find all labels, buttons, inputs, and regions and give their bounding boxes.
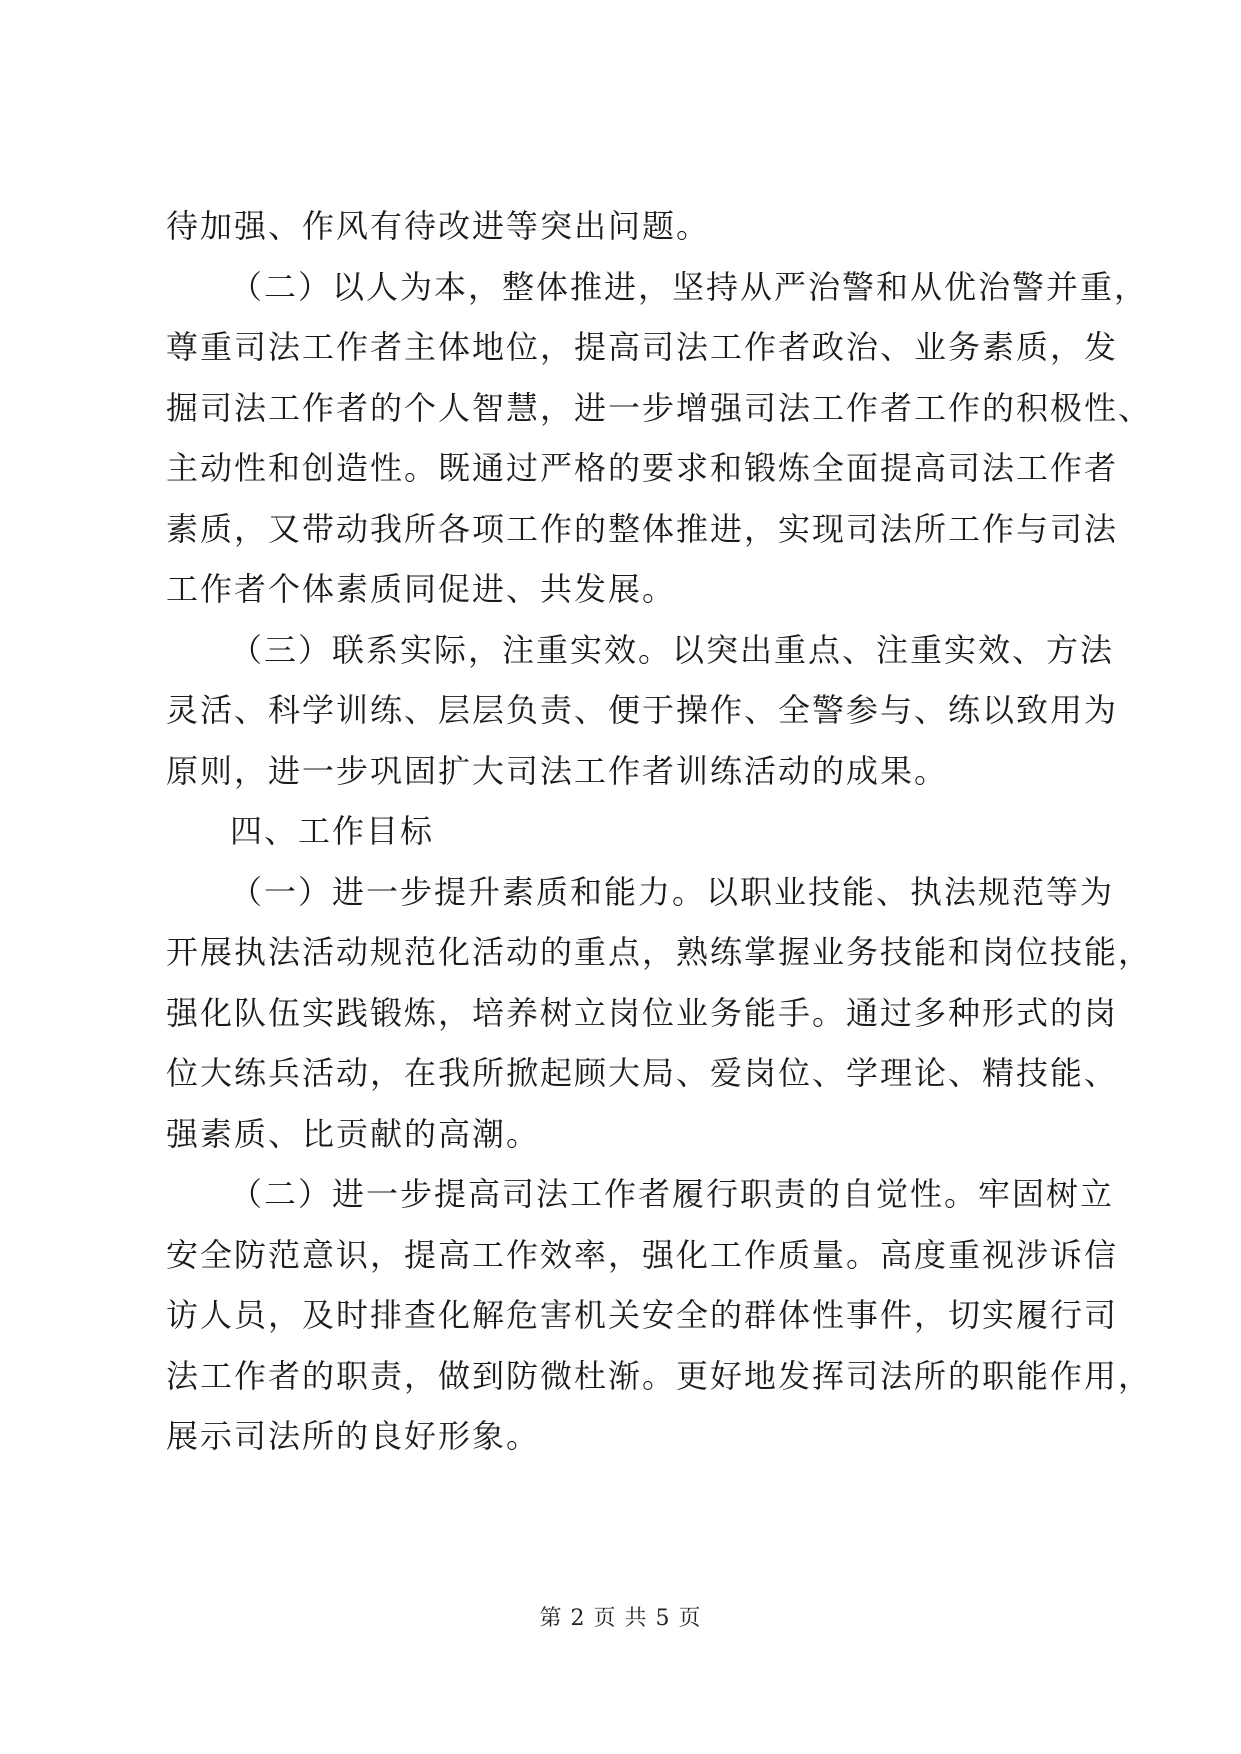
text-line: 掘司法工作者的个人智慧，进一步增强司法工作者工作的积极性、 — [166, 388, 1153, 427]
text-line: 访人员，及时排查化解危害机关安全的群体性事件，切实履行司 — [166, 1296, 1119, 1334]
text-line: 尊重司法工作者主体地位，提高司法工作者政治、业务素质，发 — [166, 328, 1119, 366]
paragraph-first-line: （二）以人为本，整体推进，坚持从严治警和从优治警并重， — [230, 267, 1149, 306]
text-line: 强化队伍实践锻炼，培养树立岗位业务能手。通过多种形式的岗 — [166, 993, 1119, 1032]
text-line: 安全防范意识，提高工作效率，强化工作质量。高度重视涉诉信 — [166, 1235, 1119, 1274]
text-line: 展示司法所的良好形象。 — [166, 1417, 541, 1455]
paragraph-first-line: （三）联系实际，注重实效。以突出重点、注重实效、方法 — [230, 630, 1115, 669]
text-line: 强素质、比贡献的高潮。 — [166, 1114, 541, 1153]
text-line: 待加强、作风有待改进等突出问题。 — [166, 207, 711, 245]
paragraph-first-line: （二）进一步提高司法工作者履行职责的自觉性。牢固树立 — [230, 1175, 1115, 1213]
text-line: 位大练兵活动，在我所掀起顾大局、爱岗位、学理论、精技能、 — [166, 1054, 1119, 1092]
section-heading: 四、工作目标 — [230, 812, 435, 850]
page-number-footer: 第 2 页 共 5 页 — [539, 1606, 702, 1631]
text-line: 灵活、科学训练、层层负责、便于操作、全警参与、练以致用为 — [166, 691, 1119, 729]
paragraph-first-line: （一）进一步提升素质和能力。以职业技能、执法规范等为 — [230, 872, 1115, 911]
text-line: 主动性和创造性。既通过严格的要求和锻炼全面提高司法工作者 — [166, 449, 1119, 487]
text-line: 法工作者的职责，做到防微杜渐。更好地发挥司法所的职能作用， — [166, 1356, 1153, 1395]
text-line: 原则，进一步巩固扩大司法工作者训练活动的成果。 — [166, 751, 949, 790]
text-line: 开展执法活动规范化活动的重点，熟练掌握业务技能和岗位技能， — [166, 933, 1153, 971]
document-body — [166, 196, 1153, 1467]
text-line: 工作者个体素质同促进、共发展。 — [166, 570, 677, 608]
text-line: 素质，又带动我所各项工作的整体推进，实现司法所工作与司法 — [166, 509, 1119, 548]
